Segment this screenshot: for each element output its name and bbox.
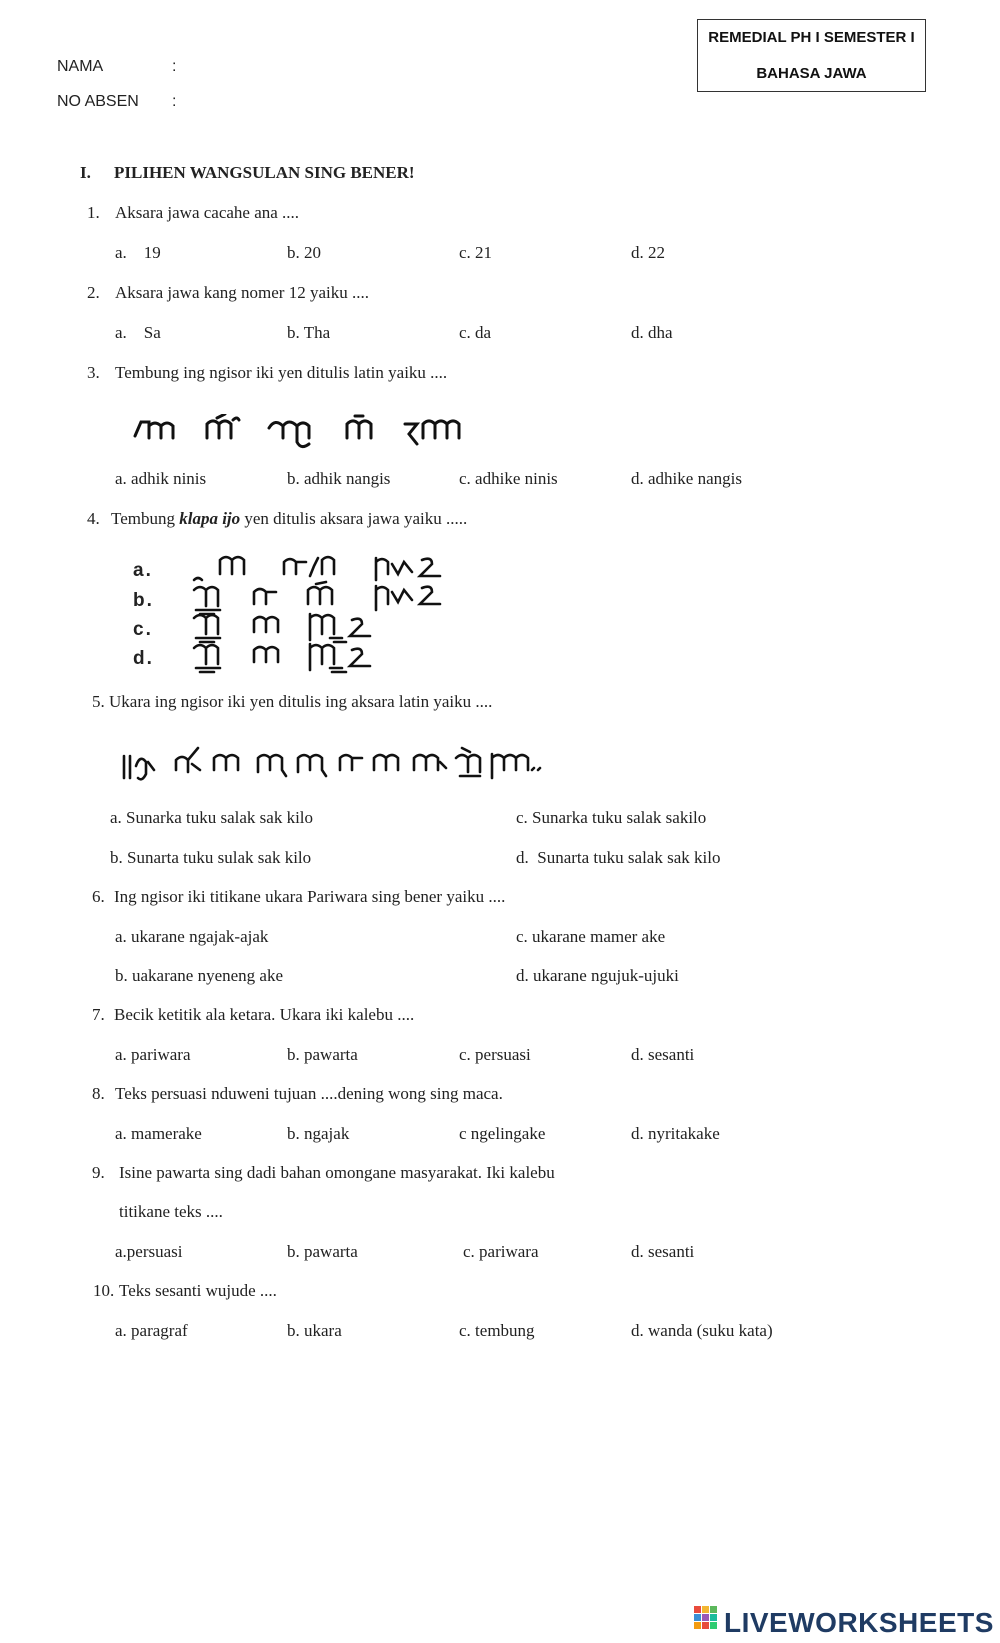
q7-option-c[interactable]: c. persuasi <box>459 1045 531 1064</box>
absen-label: NO ABSEN <box>57 93 139 110</box>
q8-option-b[interactable]: b. ngajak <box>287 1124 350 1143</box>
question-4-emphasis: klapa ijo <box>179 509 241 528</box>
q7-option-a[interactable]: a. pariwara <box>115 1045 191 1064</box>
question-9-text-line2: titikane teks .... <box>119 1202 223 1221</box>
title-line-1: REMEDIAL PH I SEMESTER I <box>708 29 915 46</box>
liveworksheets-logo[interactable] <box>694 1606 994 1639</box>
q2-option-a[interactable]: a. Sa <box>115 323 161 342</box>
question-9-text: Isine pawarta sing dadi bahan omongane masyarakat. Iki kalebu <box>119 1163 555 1182</box>
question-5-text: Ukara ing ngisor iki yen ditulis ing aksara latin yaiku .... <box>109 692 493 711</box>
question-6-number: 6. <box>92 887 105 906</box>
q4-option-b-label[interactable]: b. <box>133 590 154 611</box>
q1-option-c[interactable]: c. 21 <box>459 243 493 262</box>
q7-option-d[interactable]: d. sesanti <box>631 1045 695 1064</box>
q1-option-b[interactable]: b. 20 <box>287 243 321 262</box>
q5-javanese-script-image <box>122 744 562 790</box>
q9-option-c[interactable]: c. pariwara <box>463 1242 539 1261</box>
q6-option-b[interactable]: b. uakarane nyeneng ake <box>115 966 284 985</box>
q6-option-a[interactable]: a. ukarane ngajak-ajak <box>115 927 269 946</box>
q1-option-d[interactable]: d. 22 <box>631 243 665 262</box>
q5-option-b[interactable]: b. Sunarta tuku sulak sak kilo <box>110 848 312 867</box>
q6-option-d[interactable]: d. ukarane ngujuk-ujuki <box>516 966 679 985</box>
q5-option-d[interactable]: d. Sunarta tuku salak sak kilo <box>516 848 721 867</box>
question-8-number: 8. <box>92 1084 105 1103</box>
question-9-number: 9. <box>92 1163 105 1182</box>
q6-option-c[interactable]: c. ukarane mamer ake <box>516 927 666 946</box>
question-3-number: 3. <box>87 363 100 382</box>
question-2-text: Aksara jawa kang nomer 12 yaiku .... <box>115 283 369 302</box>
title-box <box>697 19 926 92</box>
q4-option-a-label[interactable]: a. <box>133 560 153 581</box>
question-10-text: Teks sesanti wujude .... <box>119 1281 277 1300</box>
q10-option-d[interactable]: d. wanda (suku kata) <box>631 1321 773 1340</box>
question-7-text: Becik ketitik ala ketara. Ukara iki kalebu .... <box>114 1005 415 1024</box>
q5-option-a[interactable]: a. Sunarka tuku salak sak kilo <box>110 808 314 827</box>
question-4-text-post: yen ditulis aksara jawa yaiku ..... <box>240 509 468 528</box>
q10-option-a[interactable]: a. paragraf <box>115 1321 188 1340</box>
question-10-number: 10. <box>93 1281 115 1300</box>
name-label: NAMA <box>57 58 104 75</box>
q2-option-d[interactable]: d. dha <box>631 323 673 342</box>
q4-option-d-script[interactable] <box>190 638 430 678</box>
title-line-2: BAHASA JAWA <box>756 65 867 82</box>
q9-option-a[interactable]: a.persuasi <box>115 1242 183 1261</box>
section-numeral: I. <box>80 163 91 182</box>
q10-option-c[interactable]: c. tembung <box>459 1321 535 1340</box>
question-4-number: 4. <box>87 509 100 528</box>
q2-option-b[interactable]: b. Tha <box>287 323 331 342</box>
q3-option-a[interactable]: a. adhik ninis <box>115 469 207 488</box>
question-3-text: Tembung ing ngisor iki yen ditulis latin yaiku .... <box>115 363 448 382</box>
q10-option-b[interactable]: b. ukara <box>287 1321 342 1340</box>
absen-colon: : <box>172 93 177 110</box>
q4-option-d-label[interactable]: d. <box>133 648 154 669</box>
q8-option-a[interactable]: a. mamerake <box>115 1124 202 1143</box>
question-7-number: 7. <box>92 1005 105 1024</box>
q3-javanese-script-image <box>133 414 473 454</box>
q7-option-b[interactable]: b. pawarta <box>287 1045 358 1064</box>
question-5-number: 5. <box>92 692 105 711</box>
q8-option-c[interactable]: c ngelingake <box>459 1124 546 1143</box>
question-6-text: Ing ngisor iki titikane ukara Pariwara sing bener yaiku .... <box>114 887 506 906</box>
question-4-text <box>111 509 467 529</box>
liveworksheets-brand-text: LIVEWORKSHEETS <box>724 1606 994 1638</box>
name-colon: : <box>172 58 177 75</box>
q8-option-d[interactable]: d. nyritakake <box>631 1124 720 1143</box>
q4-option-c-label[interactable]: c. <box>133 619 153 640</box>
question-4-text-pre: Tembung <box>111 509 180 528</box>
q1-option-a[interactable]: a. 19 <box>115 243 161 262</box>
q3-option-d[interactable]: d. adhike nangis <box>631 469 742 488</box>
q3-option-c[interactable]: c. adhike ninis <box>459 469 558 488</box>
liveworksheets-logo-icon <box>694 1606 718 1639</box>
section-instruction: PILIHEN WANGSULAN SING BENER! <box>114 163 415 182</box>
question-1-text: Aksara jawa cacahe ana .... <box>115 203 300 222</box>
question-1-number: 1. <box>87 203 100 222</box>
q2-option-c[interactable]: c. da <box>459 323 492 342</box>
q3-option-b[interactable]: b. adhik nangis <box>287 469 391 488</box>
question-2-number: 2. <box>87 283 100 302</box>
question-8-text: Teks persuasi nduweni tujuan ....dening wong sing maca. <box>115 1084 503 1103</box>
q5-option-c[interactable]: c. Sunarka tuku salak sakilo <box>516 808 707 827</box>
q9-option-b[interactable]: b. pawarta <box>287 1242 358 1261</box>
q9-option-d[interactable]: d. sesanti <box>631 1242 695 1261</box>
